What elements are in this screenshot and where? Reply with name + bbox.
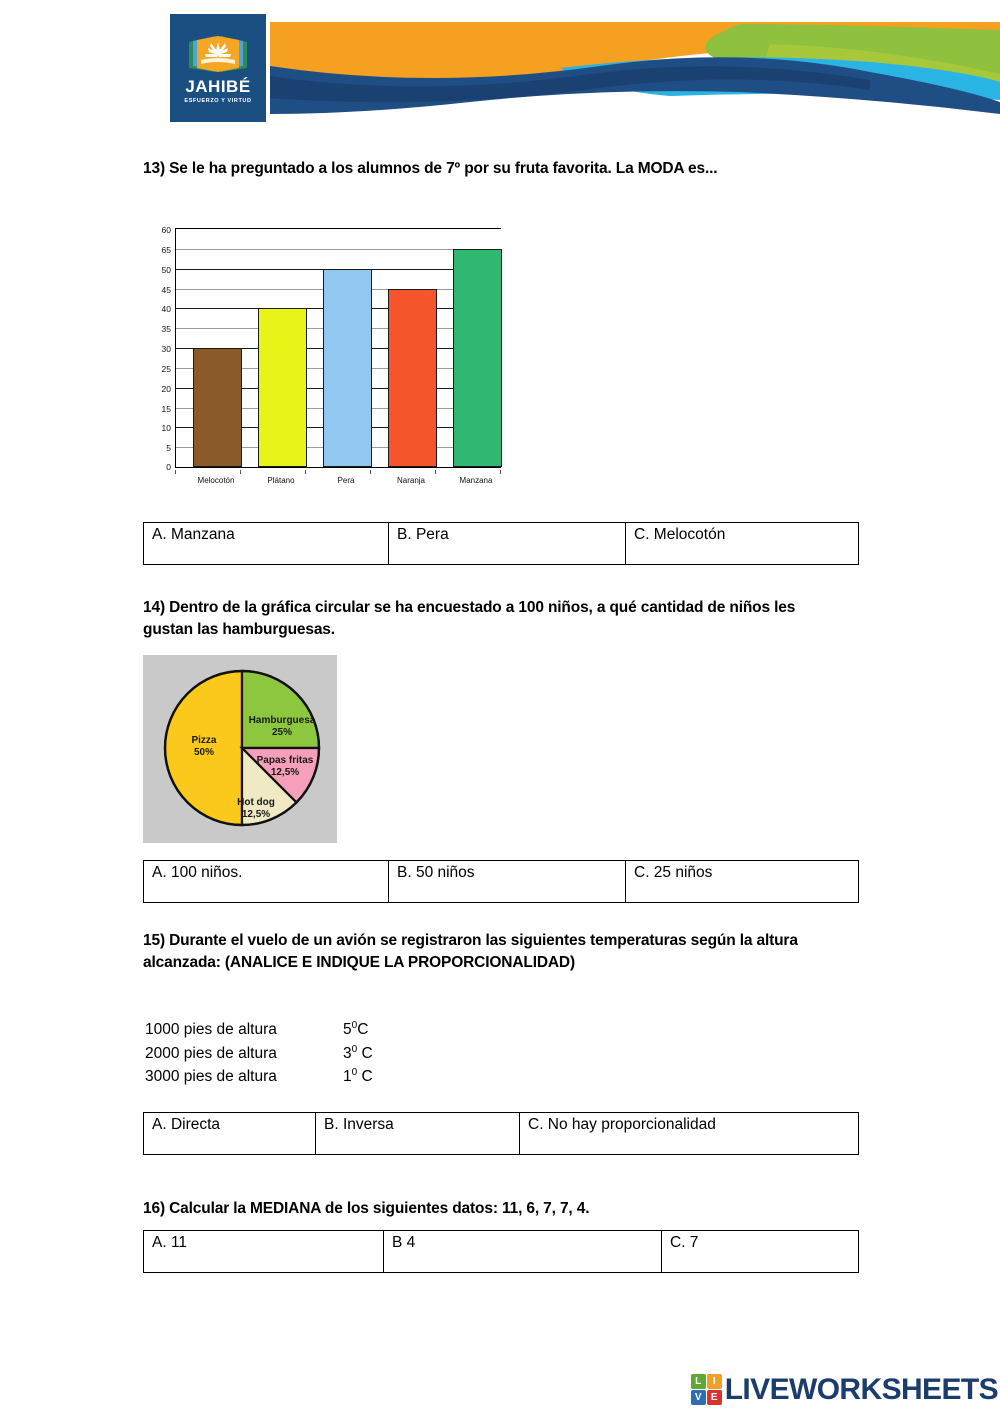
pie-label-hamburguesa-name: Hamburguesa (248, 715, 316, 726)
x-tick-label: Naranja (396, 476, 426, 485)
x-tick (240, 470, 241, 474)
bar-pera (323, 269, 372, 467)
open-book-icon (187, 32, 249, 76)
y-tick-label: 5 (166, 443, 171, 454)
logo-motto: ESFUERZO Y VIRTUD (184, 98, 252, 104)
pie-label-hamburguesa-value: 25% (271, 726, 292, 738)
question-13-text: 13) Se le ha preguntado a los alumnos de 7º por su fruta favorita. La MODA es... (143, 160, 718, 177)
x-tick (435, 470, 436, 474)
question-16-answers (143, 1230, 859, 1273)
answer-option-b[interactable]: B. 50 niños (389, 861, 626, 903)
pie-label-hamburguesa (238, 715, 326, 739)
y-tick-label: 15 (161, 403, 171, 414)
y-tick-label: 10 (161, 423, 171, 434)
fruit-bar-chart (145, 225, 505, 498)
x-tick (175, 470, 176, 474)
list-item (145, 1065, 373, 1089)
y-tick-label: 50 (161, 264, 171, 275)
question-13-answers (143, 522, 859, 565)
temperature-data-list (145, 1018, 373, 1089)
tile-v: V (691, 1390, 706, 1405)
answer-option-b[interactable]: B 4 (384, 1231, 662, 1273)
y-tick-label: 60 (161, 225, 171, 235)
x-tick (305, 470, 306, 474)
school-logo (170, 14, 268, 122)
y-tick-label: 0 (166, 462, 171, 472)
altitude-label: 2000 pies de altura (145, 1044, 277, 1062)
pie-label-hot-dog (223, 797, 289, 821)
y-tick-label: 45 (161, 284, 171, 295)
temperature-value: $1^0$ C (343, 1067, 373, 1086)
x-tick (370, 470, 371, 474)
pie-label-pizza-name: Pizza (191, 735, 217, 746)
liveworksheets-wordmark: LIVEWORKSHEETS (724, 1372, 998, 1406)
question-15-text: 15) Durante el vuelo de un avión se registraron las siguientes temperaturas según la altura alcanzada: (ANALICE E INDIQUE LA PROPORCIONALIDAD) (143, 932, 798, 971)
answer-option-a[interactable]: A. Manzana (144, 523, 389, 565)
answer-option-b[interactable]: B. Inversa (316, 1113, 520, 1155)
temperature-value: $3^0$ C (343, 1043, 373, 1062)
x-tick-label: Melocotón (197, 476, 235, 485)
answer-option-c[interactable]: C. No hay proporcionalidad (520, 1113, 859, 1155)
x-tick (500, 470, 501, 474)
table-row (144, 523, 859, 565)
liveworksheets-tiles-icon (691, 1374, 722, 1405)
altitude-label: 1000 pies de altura (145, 1021, 277, 1038)
question-14-answers (143, 860, 859, 903)
logo-name: JAHIBÉ (185, 77, 251, 96)
bar-naranja (388, 289, 437, 468)
tile-i: I (707, 1374, 722, 1389)
bar-melocoton (193, 348, 242, 467)
y-tick-label: 65 (161, 244, 171, 255)
bar-chart-plot-area (175, 228, 501, 468)
altitude-label: 3000 pies de altura (145, 1068, 277, 1086)
pie-label-pizza-value: 50% (193, 746, 214, 758)
answer-option-c[interactable]: C. 25 niños (626, 861, 859, 903)
y-tick-label: 40 (161, 304, 171, 315)
answer-option-c[interactable]: C. Melocotón (626, 523, 859, 565)
y-tick-label: 35 (161, 324, 171, 335)
list-item (145, 1042, 373, 1066)
decorative-wave-banner (270, 14, 1000, 122)
pie-label-papas-fritas (243, 755, 327, 779)
answer-option-a[interactable]: A. Directa (144, 1113, 316, 1155)
pie-label-papas-fritas-value: 12,5% (270, 766, 300, 778)
list-item (145, 1018, 373, 1042)
page-header (170, 14, 1000, 124)
pie-label-papas-fritas-name: Papas fritas (256, 755, 314, 766)
tile-l: L (691, 1374, 706, 1389)
x-tick-label: Pera (337, 476, 355, 485)
liveworksheets-footer-logo[interactable] (691, 1374, 998, 1405)
question-14-text: 14) Dentro de la gráfica circular se ha encuestado a 100 niños, a qué cantidad de niños les gustan las hamburguesas. (143, 599, 796, 638)
y-tick-label: 30 (161, 344, 171, 354)
food-pie-chart (143, 655, 337, 843)
tile-e: E (707, 1390, 722, 1405)
pie-label-pizza (171, 735, 237, 759)
bar-chart-y-axis (145, 225, 171, 472)
answer-option-a[interactable]: A. 100 niños. (144, 861, 389, 903)
bar-chart-x-axis (175, 470, 501, 494)
answer-option-b[interactable]: B. Pera (389, 523, 626, 565)
temperature-value: $5^0C$ (343, 1020, 369, 1039)
question-16-text: 16) Calcular la MEDIANA de los siguientes datos: 11, 6, 7, 7, 4. (143, 1200, 590, 1217)
answer-option-a[interactable]: A. 11 (144, 1231, 384, 1273)
pie-label-hot-dog-value: 12,5% (241, 808, 271, 820)
bar-manzana (453, 249, 502, 467)
table-row (144, 1231, 859, 1273)
question-15-answers (143, 1112, 859, 1155)
bar-platano (258, 308, 307, 467)
pie-label-hot-dog-name: Hot dog (237, 797, 275, 808)
answer-option-c[interactable]: C. 7 (662, 1231, 859, 1273)
y-tick-label: 25 (161, 363, 171, 374)
x-tick-label: Manzana (459, 476, 493, 485)
y-tick-label: 20 (161, 383, 171, 394)
x-tick-label: Plátano (267, 476, 295, 485)
table-row (144, 861, 859, 903)
table-row (144, 1113, 859, 1155)
